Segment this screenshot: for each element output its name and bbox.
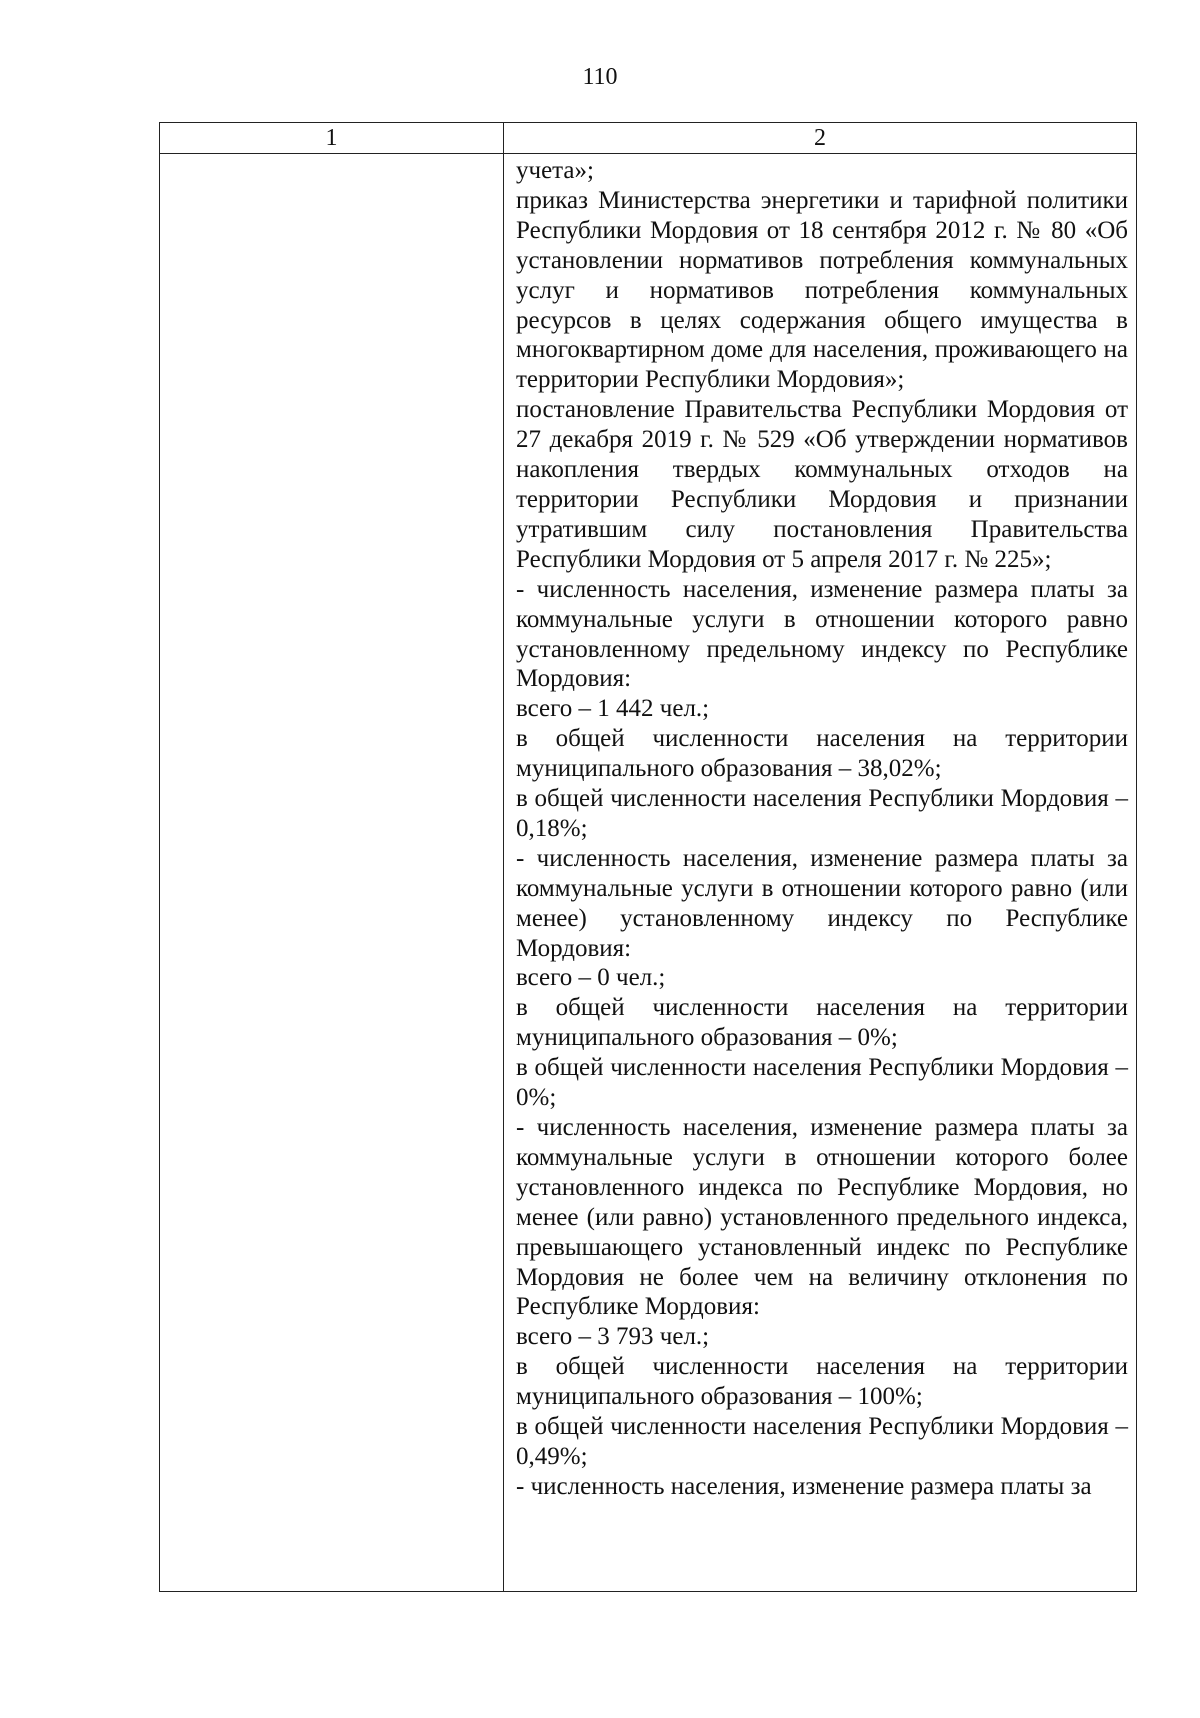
paragraph: в общей численности населения на территории муниципального образования – 100%; (516, 1353, 1128, 1411)
paragraph: всего – 3 793 чел.; (516, 1323, 710, 1351)
table-body-row (160, 154, 1137, 1592)
column-1-cell (160, 154, 504, 1592)
column-2-cell (504, 154, 1137, 1592)
paragraph: - численность населения, изменение размера платы за коммунальные услуги в отношении которого равно (или менее) установленному индексу по Республике Мордовия: (516, 844, 1128, 962)
paragraph: - численность населения, изменение размера платы за коммунальные услуги в отношении которого равно установленному предельному индексу по Республике Мордовия: (516, 575, 1128, 693)
paragraph: учета»; (516, 157, 594, 184)
column-1-header: 1 (160, 123, 504, 154)
column-2-text (504, 154, 1136, 1502)
paragraph: в общей численности населения Республики Мордовия – 0%; (516, 1054, 1128, 1112)
page-number: 110 (582, 64, 618, 90)
paragraph: приказ Министерства энергетики и тарифной политики Республики Мордовия от 18 сентября 2012 г. № 80 «Об установлении нормативов потребления коммунальных услуг и нормативов потребления коммунальных ресурсов в целях содержания общего имущества в многоквартирном доме для населения, проживающего на территории Республики Мордовия»; (516, 186, 1128, 394)
paragraph: в общей численности населения на территории муниципального образования – 0%; (516, 994, 1128, 1052)
paragraph: в общей численности населения на территории муниципального образования – 38,02%; (516, 725, 1128, 783)
document-table (159, 122, 1137, 1592)
paragraph: постановление Правительства Республики Мордовия от 27 декабря 2019 г. № 529 «Об утверждении нормативов накопления твердых коммунальных отходов на территории Республики Мордовия и признании утратившим силу постановления Правительства Республики Мордовия от 5 апреля 2017 г. № 225»; (516, 396, 1128, 573)
column-2-header: 2 (504, 123, 1137, 154)
paragraph: всего – 0 чел.; (516, 964, 666, 992)
paragraph: в общей численности населения Республики Мордовия – 0,49%; (516, 1413, 1128, 1470)
paragraph: - численность населения, изменение размера платы за коммунальные услуги в отношении которого более установленного индекса по Республике Мордовия, но менее (или равно) установленного предельного индекса, превышающего установленный индекс по Республике Мордовия не более чем на величину отклонения по Республике Мордовия: (516, 1114, 1128, 1321)
table-header-row (160, 123, 1137, 154)
paragraph: - численность населения, изменение размера платы за (516, 1472, 1092, 1500)
paragraph: в общей численности населения Республики Мордовия – 0,18%; (516, 785, 1128, 842)
paragraph: всего – 1 442 чел.; (516, 695, 710, 723)
